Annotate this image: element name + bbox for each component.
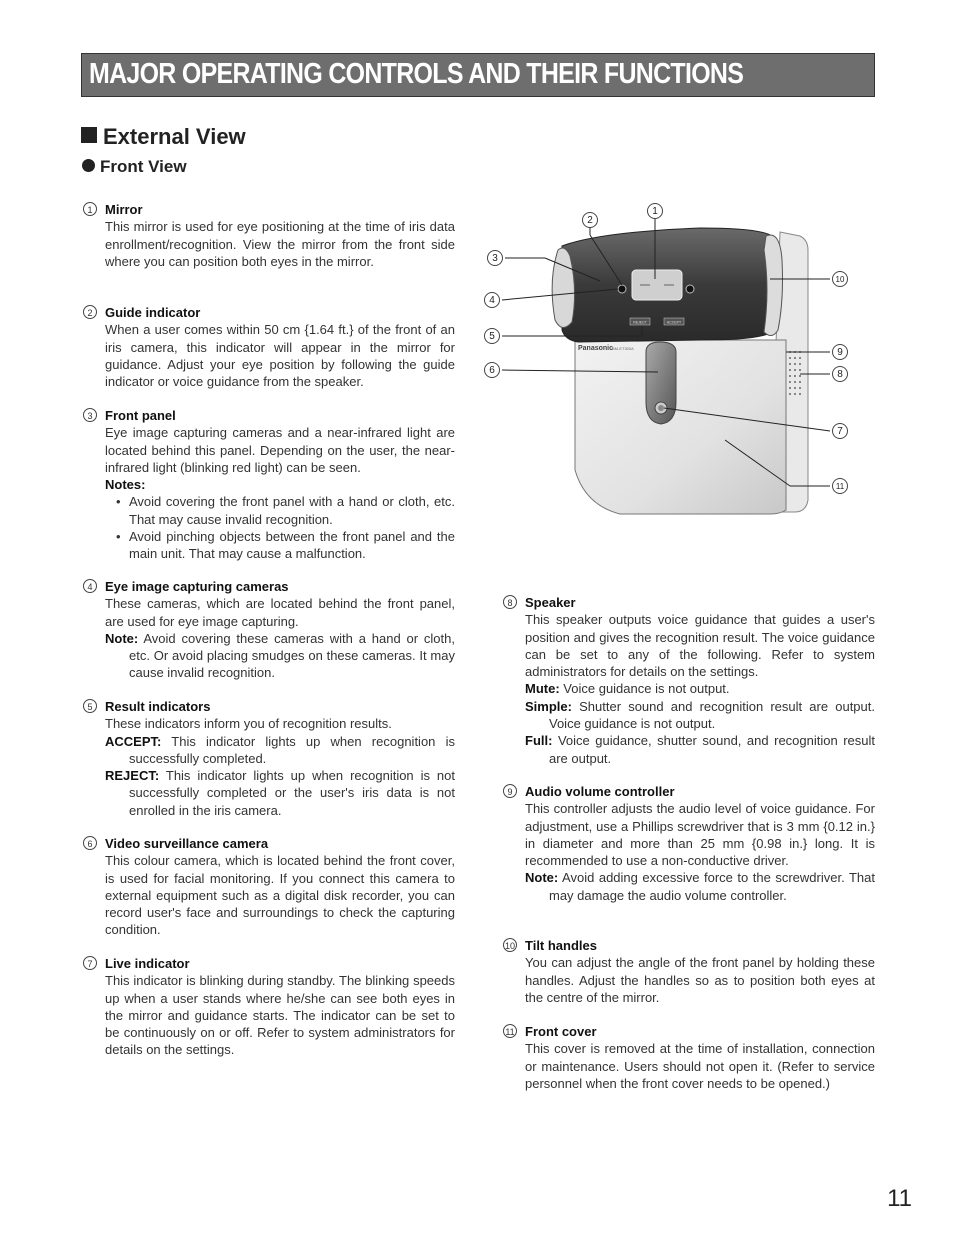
callout-4: 4 — [484, 292, 500, 308]
model-label: BM-ET300A — [612, 346, 634, 351]
callout-8: 8 — [832, 366, 848, 382]
square-bullet-icon — [81, 127, 97, 143]
mute-text: Voice guidance is not output. — [563, 681, 730, 697]
item-eye-cameras — [87, 578, 455, 682]
item-body: This mirror is used for eye positioning at the time of iris data enrollment/recognition. View the mirror from the front side where you can position both eyes in the mirror. — [105, 219, 455, 269]
item-number: 3 — [83, 408, 97, 422]
mirror — [632, 270, 682, 300]
accept-label: ACCEPT: — [105, 733, 162, 749]
item-title: Front panel — [105, 408, 176, 423]
section-heading — [81, 124, 246, 150]
item-mirror — [87, 201, 455, 270]
callout-1: 1 — [647, 203, 663, 219]
item-body: This cover is removed at the time of installation, connection or maintenance. Users should not open it. (Refer to service personnel when the front cover needs to be opened.) — [525, 1041, 875, 1091]
callout-10: 10 — [832, 271, 848, 287]
note-text: Avoid covering these cameras with a hand or cloth, etc. Or avoid placing smudges on these cameras. It may cause invalid recognition. — [129, 630, 455, 681]
item-front-panel — [87, 407, 455, 563]
brand-logo: Panasonic — [578, 345, 614, 352]
callout-7: 7 — [832, 423, 848, 439]
item-body: This colour camera, which is located behind the front cover, is used for facial monitoring. If you connect this camera to external equipment such as a digital disk recorder, you can record user's face and surroundings to check the capturing condition. — [105, 853, 455, 938]
subsection-title: Front View — [100, 157, 187, 176]
note-item: • Avoid pinching objects between the front panel and the main unit. That may cause a malfunction. — [129, 528, 455, 563]
mute-paragraph — [525, 680, 875, 697]
item-title: Live indicator — [105, 956, 190, 971]
callout-11: 11 — [832, 478, 848, 494]
eye-camera-left — [618, 285, 626, 293]
item-title: Speaker — [525, 595, 576, 610]
full-label: Full: — [525, 733, 553, 749]
item-number: 9 — [503, 784, 517, 798]
item-tilt-handles — [504, 937, 875, 1006]
notes-label: Notes: — [105, 477, 146, 493]
reject-text: This indicator lights up when recognition is not successfully completed or the user's iris data is not enrolled in the iris camera. — [129, 768, 455, 818]
full-text: Voice guidance, shutter sound, and recognition result are output. — [549, 733, 875, 766]
page-banner — [81, 53, 875, 97]
note-label: Note: — [105, 630, 139, 646]
item-title: Eye image capturing cameras — [105, 579, 289, 594]
page-number: 11 — [887, 1185, 912, 1212]
note-text: Avoid adding excessive force to the screwdriver. That may damage the audio volume controller. — [549, 870, 875, 903]
accept-indicator-label: ACCEPT — [666, 320, 682, 325]
banner-title: MAJOR OPERATING CONTROLS AND THEIR FUNCTIONS — [89, 58, 744, 90]
simple-text: Shutter sound and recognition result are output. Voice guidance is not output. — [549, 698, 875, 732]
subsection-heading — [82, 157, 187, 177]
item-title: Tilt handles — [525, 938, 597, 953]
callout-9: 9 — [832, 344, 848, 360]
callout-3: 3 — [487, 250, 503, 266]
section-title: External View — [103, 124, 246, 149]
reject-label: REJECT: — [105, 768, 160, 784]
item-number: 1 — [83, 202, 97, 216]
note-label: Note: — [525, 870, 559, 886]
item-number: 7 — [83, 956, 97, 970]
item-title: Result indicators — [105, 699, 211, 714]
accept-paragraph — [105, 733, 455, 768]
circle-bullet-icon — [82, 159, 95, 172]
callout-6: 6 — [484, 362, 500, 378]
tilt-handle-left — [552, 248, 574, 328]
reject-paragraph — [105, 767, 455, 819]
reject-indicator-label: REJECT — [633, 320, 647, 325]
item-body: You can adjust the angle of the front panel by holding these handles. Adjust the handles so as to position both eyes at the centre of the mirror. — [525, 955, 875, 1005]
item-front-cover — [505, 1023, 875, 1092]
item-number: 5 — [83, 699, 97, 713]
item-title: Front cover — [525, 1024, 597, 1039]
front-cover — [575, 340, 786, 514]
item-number: 10 — [503, 938, 517, 952]
item-body: This speaker outputs voice guidance that guides a user's position and gives the recognition result. The voice guidance can be set to any of the following. Refer to system administrators for details on the settings. — [525, 612, 875, 680]
item-audio-volume — [507, 783, 875, 904]
item-title: Guide indicator — [105, 305, 201, 320]
notes-list — [105, 493, 455, 562]
item-live-indicator — [87, 955, 455, 1059]
tilt-handle-right — [764, 235, 783, 336]
item-title: Audio volume controller — [525, 784, 675, 799]
item-speaker — [507, 594, 875, 767]
item-title: Mirror — [105, 202, 143, 217]
item-number: 11 — [503, 1024, 517, 1038]
note-item: • Avoid covering the front panel with a hand or cloth, etc. That may cause invalid recognition. — [129, 493, 455, 528]
item-body: This indicator is blinking during standby. The blinking speeds up when a user stands where he/she can see both eyes in the mirror and guidance starts. The indicator can be set to be continuously on or off. Refer to system administrators for details on the settings. — [105, 973, 455, 1058]
device-illustration — [480, 195, 870, 525]
callout-5: 5 — [484, 328, 500, 344]
item-body: Eye image capturing cameras and a near-infrared light are located behind this panel. Depending on the user, the near-infrared light (blinking red light) can be seen. — [105, 425, 455, 475]
full-paragraph — [525, 732, 875, 767]
item-number: 2 — [83, 305, 97, 319]
item-number: 4 — [83, 579, 97, 593]
item-body: This controller adjusts the audio level of voice guidance. For adjustment, use a Phillips screwdriver that is 3 mm {0.12 in.} in diameter and more than 25 mm {0.98 in.} long. It is recommended to use a non-conductive driver. — [525, 801, 875, 869]
note-paragraph — [525, 869, 875, 904]
item-number: 8 — [503, 595, 517, 609]
item-video-camera — [87, 835, 455, 939]
item-title: Video surveillance camera — [105, 836, 269, 851]
item-guide-indicator — [87, 304, 455, 390]
simple-paragraph — [525, 698, 875, 733]
item-body: These cameras, which are located behind the front panel, are used for eye image capturing. — [105, 596, 455, 629]
mute-label: Mute: — [525, 681, 560, 697]
eye-camera-right — [686, 285, 694, 293]
item-result-indicators — [87, 698, 455, 819]
item-body: When a user comes within 50 cm {1.64 ft.} of the front of an iris camera, this indicator will appear in the mirror for guidance. Adjust your eye position by following the guide indicator or voice guidance from the speaker. — [105, 322, 455, 390]
item-number: 6 — [83, 836, 97, 850]
item-body: These indicators inform you of recognition results. — [105, 716, 392, 732]
note-paragraph — [105, 630, 455, 682]
simple-label: Simple: — [525, 698, 572, 714]
callout-2: 2 — [582, 212, 598, 228]
accept-text: This indicator lights up when recognition is successfully completed. — [129, 733, 455, 766]
